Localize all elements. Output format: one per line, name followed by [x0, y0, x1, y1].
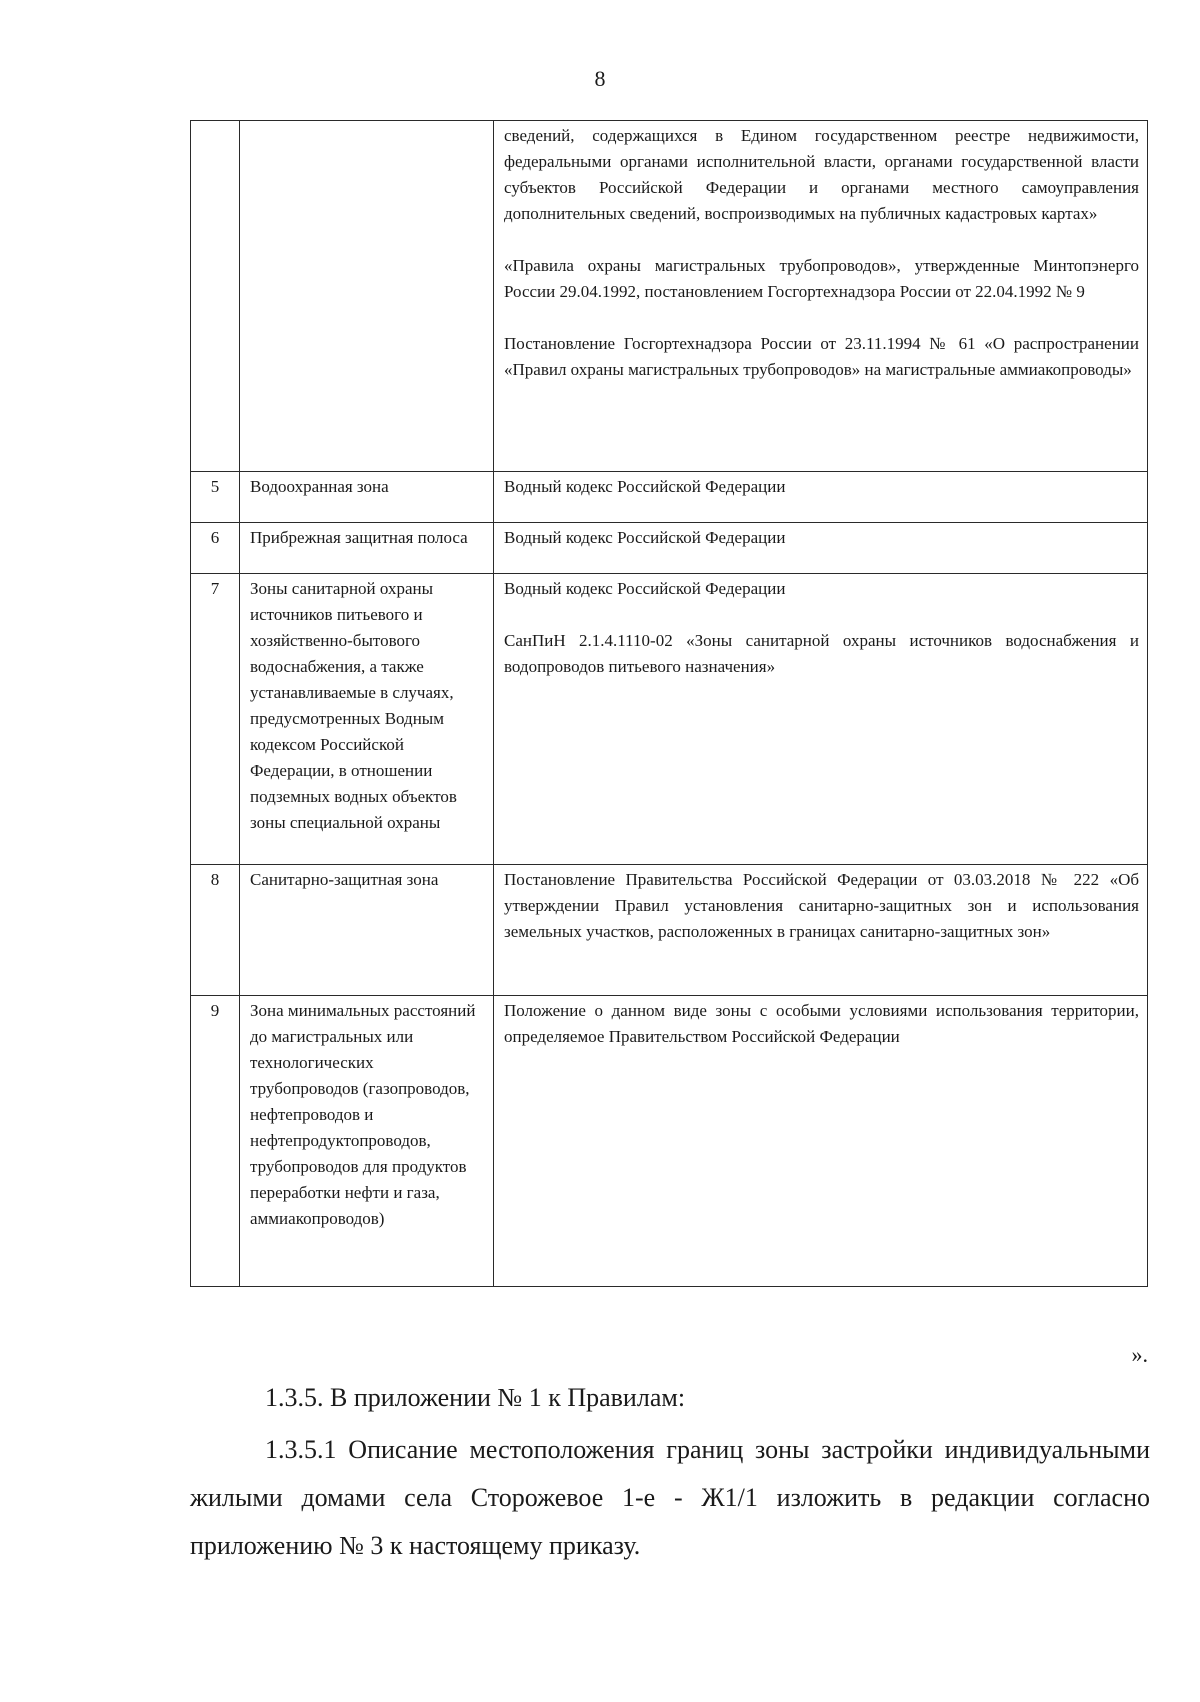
- page-number: 8: [594, 66, 606, 91]
- zone-name: Санитарно-защитная зона: [240, 865, 494, 996]
- legal-basis-text: СанПиН 2.1.4.1110-02 «Зоны санитарной охраны источников водоснабжения и водопроводов питьевого назначения»: [504, 631, 1139, 676]
- row-number: [191, 121, 240, 472]
- table-row: [191, 523, 1148, 574]
- table-row: [191, 574, 1148, 865]
- legal-basis-text: Постановление Правительства Российской Федерации от 03.03.2018 № 222 «Об утверждении Правил установления санитарно-защитных зон и использования земельных участков, расположенных в границах санитарно-защитных зон»: [504, 870, 1139, 941]
- zone-name: Водоохранная зона: [240, 472, 494, 523]
- zones-table: [190, 120, 1148, 1287]
- row-number: 9: [191, 996, 240, 1287]
- legal-basis-text: Постановление Госгортехнадзора России от 23.11.1994 № 61 «О распространении «Правил охраны магистральных трубопроводов» на магистральные аммиакопроводы»: [504, 334, 1139, 379]
- legal-basis: [494, 865, 1148, 996]
- legal-basis-text: Водный кодекс Российской Федерации: [504, 579, 786, 598]
- legal-basis-text: «Правила охраны магистральных трубопроводов», утвержденные Минтопэнерго России 29.04.1992, постановлением Госгортехнадзора России от 22.04.1992 № 9: [504, 256, 1139, 301]
- table-row: [191, 121, 1148, 472]
- zone-name: [240, 121, 494, 472]
- legal-basis: [494, 523, 1148, 574]
- legal-basis: [494, 121, 1148, 472]
- row-number: 6: [191, 523, 240, 574]
- closing-quote: ».: [1131, 1342, 1148, 1367]
- table-row: [191, 472, 1148, 523]
- zone-name: Зоны санитарной охраны источников питьевого и хозяйственно-бытового водоснабжения, а также устанавливаемые в случаях, предусмотренных Водным кодексом Российской Федерации, в отношении подземных водных объектов зоны специальной охраны: [240, 574, 494, 865]
- zone-name: Зона минимальных расстояний до магистральных или технологических трубопроводов (газопроводов, нефтепроводов и нефтепродуктопроводов, трубопроводов для продуктов переработки нефти и газа, аммиакопроводов): [240, 996, 494, 1287]
- body-paragraph: 1.3.5. В приложении № 1 к Правилам:: [265, 1383, 686, 1412]
- body-paragraph: 1.3.5.1 Описание местоположения границ зоны застройки индивидуальными жилыми домами села Сторожевое 1-е - Ж1/1 изложить в редакции согласно приложению № 3 к настоящему приказу.: [190, 1435, 1150, 1560]
- table-row: [191, 865, 1148, 996]
- legal-basis-text: Водный кодекс Российской Федерации: [504, 477, 786, 496]
- zone-name: Прибрежная защитная полоса: [240, 523, 494, 574]
- legal-basis-text: сведений, содержащихся в Едином государственном реестре недвижимости, федеральными органами исполнительной власти, органами государственной власти субъектов Российской Федерации и органами местного самоуправления дополнительных сведений, воспроизводимых на публичных кадастровых картах»: [504, 126, 1139, 223]
- legal-basis: [494, 574, 1148, 865]
- legal-basis: [494, 472, 1148, 523]
- legal-basis: [494, 996, 1148, 1287]
- row-number: 8: [191, 865, 240, 996]
- row-number: 5: [191, 472, 240, 523]
- row-number: 7: [191, 574, 240, 865]
- legal-basis-text: Водный кодекс Российской Федерации: [504, 528, 786, 547]
- table-row: [191, 996, 1148, 1287]
- legal-basis-text: Положение о данном виде зоны с особыми условиями использования территории, определяемое Правительством Российской Федерации: [504, 1001, 1139, 1046]
